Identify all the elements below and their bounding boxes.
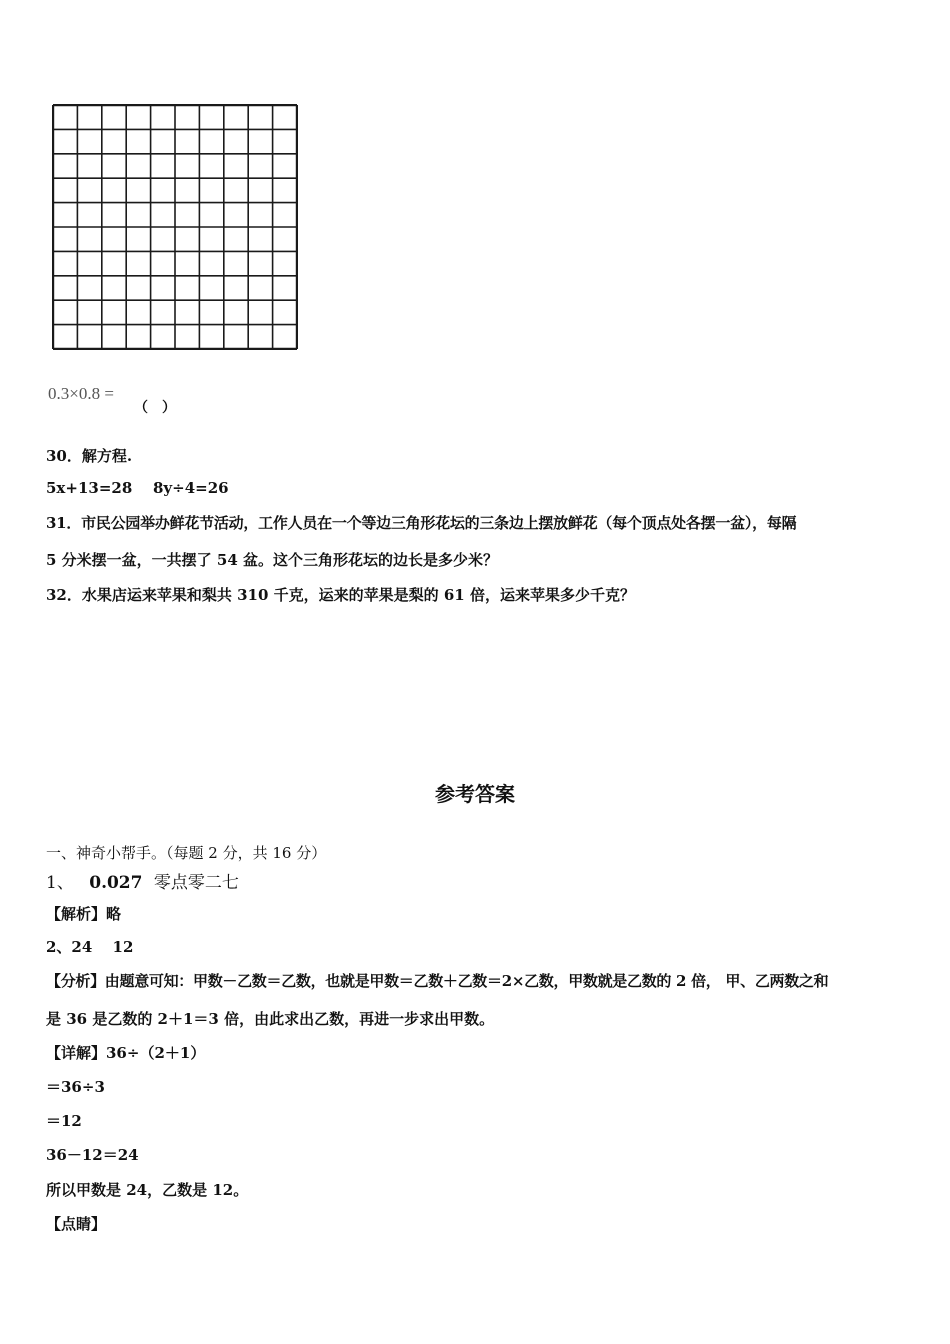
- section-heading: 一、神奇小帮手。（每题 2 分，共 16 分）: [46, 844, 327, 862]
- multiplication-expression: 0.3×0.8 =: [48, 384, 114, 403]
- answer-2-detail: 【详解】36÷（2＋1）: [46, 1044, 206, 1062]
- answer-2-step-1: ＝36÷3: [46, 1078, 105, 1096]
- q30-equation-1: 5x+13=28: [46, 479, 133, 497]
- answer-2-conclusion: 所以甲数是 24，乙数是 12。: [46, 1181, 249, 1199]
- answers-title: 参考答案: [435, 782, 515, 806]
- square-grid-figure: [52, 104, 298, 350]
- q31-line-2: 5 分米摆一盆，一共摆了 54 盆。这个三角形花坛的边长是多少米？: [46, 551, 498, 569]
- answer-2-analysis-line-2: 是 36 是乙数的 2＋1＝3 倍，由此求出乙数，再进一步求出甲数。: [46, 1010, 495, 1028]
- answer-2-analysis-line-1: 【分析】由题意可知：甲数－乙数＝乙数，也就是甲数＝乙数＋乙数＝2×乙数，甲数就是乙数的 2 倍， 甲、乙两数之和: [46, 972, 829, 990]
- q30-title: 30．解方程.: [46, 447, 133, 465]
- answer-2-number: 2、24 12: [46, 938, 134, 956]
- answer-1-words: 零点零二七: [153, 873, 239, 893]
- answer-1-analysis: 【解析】略: [46, 905, 122, 923]
- answer-1-number: 1、: [46, 873, 74, 893]
- answer-1-row: [46, 868, 239, 893]
- answer-2-step-3: 36－12＝24: [46, 1146, 139, 1164]
- answer-2-comment: 【点睛】: [46, 1215, 107, 1233]
- q30-equation-2: 8y÷4=26: [153, 479, 229, 497]
- answer-blank: （ ）: [134, 400, 176, 416]
- q31-line-1: 31．市民公园举办鲜花节活动，工作人员在一个等边三角形花坛的三条边上摆放鲜花（每个顶点处各摆一盆），每隔: [46, 514, 797, 532]
- answer-1-value: 0.027: [89, 873, 143, 893]
- q32-text: 32．水果店运来苹果和梨共 310 千克，运来的苹果是梨的 61 倍，运来苹果多少千克？: [46, 586, 635, 604]
- answer-2-step-2: ＝12: [46, 1112, 82, 1130]
